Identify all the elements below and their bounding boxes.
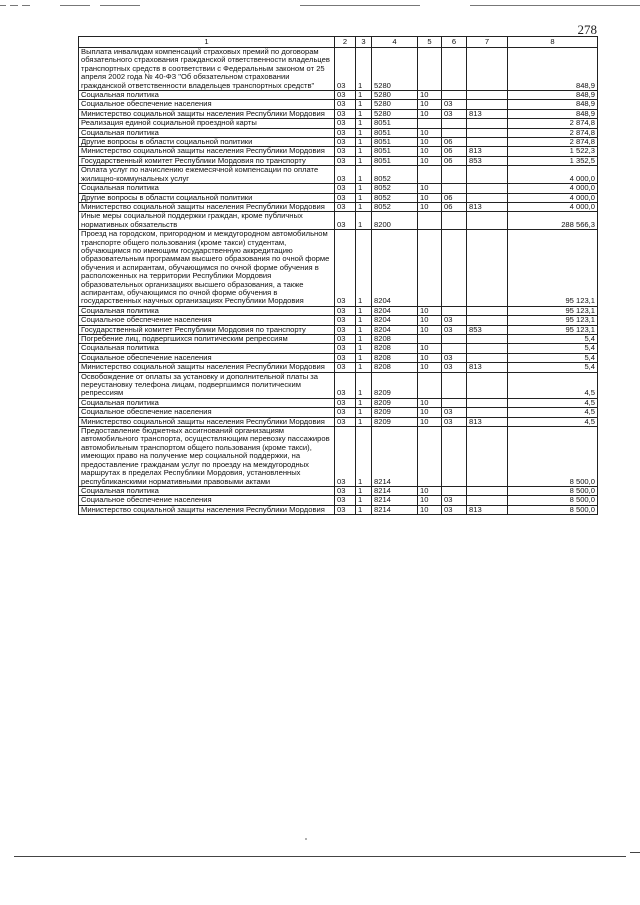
code-cell: 8052 — [372, 193, 418, 202]
item-name: Предоставление бюджетных ассигнований организациям автомобильного транспорта, осуществляющим перевозку пассажиров автомобильным транспортом общего пользования (кроме такси), имеющих право на получение мер социальной поддержки, на предоставление гражданам услуг по проезду на междугородных маршрутах в пределах Республики Мордовия, установленных республиканскими нормативными правовыми актами — [79, 427, 335, 487]
scan-bottom-rule-edge — [630, 852, 640, 853]
code-cell: 03 — [335, 417, 356, 426]
code-cell: 03 — [335, 363, 356, 372]
column-header: 5 — [418, 37, 442, 48]
code-cell — [442, 306, 467, 315]
code-cell — [442, 166, 467, 184]
code-cell: 5280 — [372, 48, 418, 91]
amount-cell: 4 000,0 — [508, 193, 598, 202]
amount-cell: 4,5 — [508, 417, 598, 426]
code-cell — [418, 212, 442, 230]
code-cell — [442, 48, 467, 91]
code-cell: 03 — [335, 344, 356, 353]
code-cell: 03 — [335, 156, 356, 165]
code-cell — [467, 91, 508, 100]
code-cell: 8208 — [372, 353, 418, 362]
table-row — [79, 363, 598, 372]
code-cell — [418, 119, 442, 128]
code-cell: 03 — [442, 363, 467, 372]
table-row — [79, 316, 598, 325]
amount-cell: 4,5 — [508, 372, 598, 398]
code-cell — [442, 427, 467, 487]
table-row — [79, 100, 598, 109]
code-cell — [467, 496, 508, 505]
code-cell — [467, 128, 508, 137]
code-cell — [467, 486, 508, 495]
table-row — [79, 306, 598, 315]
item-name: Социальное обеспечение населения — [79, 316, 335, 325]
code-cell: 8208 — [372, 335, 418, 344]
code-cell — [467, 166, 508, 184]
code-cell: 5280 — [372, 109, 418, 118]
code-cell: 8051 — [372, 147, 418, 156]
code-cell: 813 — [467, 147, 508, 156]
code-cell: 1 — [356, 363, 372, 372]
amount-cell: 8 500,0 — [508, 486, 598, 495]
amount-cell: 848,9 — [508, 109, 598, 118]
item-name: Министерство социальной защиты населения Республики Мордовия — [79, 202, 335, 211]
item-name: Социальное обеспечение населения — [79, 353, 335, 362]
code-cell: 10 — [418, 353, 442, 362]
amount-cell: 5,4 — [508, 335, 598, 344]
code-cell: 10 — [418, 156, 442, 165]
code-cell: 1 — [356, 335, 372, 344]
code-cell: 8204 — [372, 230, 418, 307]
code-cell: 1 — [356, 128, 372, 137]
code-cell: 03 — [442, 316, 467, 325]
amount-cell: 5,4 — [508, 353, 598, 362]
code-cell: 1 — [356, 91, 372, 100]
code-cell: 1 — [356, 119, 372, 128]
code-cell: 10 — [418, 202, 442, 211]
code-cell: 813 — [467, 363, 508, 372]
code-cell — [418, 427, 442, 487]
code-cell: 8051 — [372, 138, 418, 147]
table-row — [79, 496, 598, 505]
amount-cell: 8 500,0 — [508, 427, 598, 487]
amount-cell: 4,5 — [508, 398, 598, 407]
code-cell: 1 — [356, 109, 372, 118]
code-cell: 8209 — [372, 408, 418, 417]
item-name: Социальная политика — [79, 91, 335, 100]
code-cell: 10 — [418, 306, 442, 315]
item-name: Реализация единой социальной проездной карты — [79, 119, 335, 128]
table-row — [79, 138, 598, 147]
code-cell: 1 — [356, 316, 372, 325]
code-cell: 8051 — [372, 119, 418, 128]
code-cell: 8208 — [372, 344, 418, 353]
scan-speck — [305, 838, 307, 840]
table-row — [79, 344, 598, 353]
code-cell — [467, 48, 508, 91]
code-cell: 1 — [356, 372, 372, 398]
amount-cell: 1 522,3 — [508, 147, 598, 156]
code-cell: 1 — [356, 48, 372, 91]
amount-cell: 848,9 — [508, 100, 598, 109]
code-cell: 03 — [335, 138, 356, 147]
code-cell: 03 — [335, 316, 356, 325]
code-cell — [442, 335, 467, 344]
table-row — [79, 202, 598, 211]
code-cell: 03 — [442, 325, 467, 334]
table-row — [79, 119, 598, 128]
item-name: Социальная политика — [79, 486, 335, 495]
amount-cell: 95 123,1 — [508, 306, 598, 315]
code-cell: 10 — [418, 486, 442, 495]
code-cell: 1 — [356, 398, 372, 407]
table-row — [79, 353, 598, 362]
item-name: Государственный комитет Республики Мордовия по транспорту — [79, 325, 335, 334]
table-row — [79, 48, 598, 91]
item-name: Социальное обеспечение населения — [79, 100, 335, 109]
code-cell: 8214 — [372, 496, 418, 505]
code-cell: 03 — [335, 353, 356, 362]
table-row — [79, 230, 598, 307]
amount-cell: 2 874,8 — [508, 119, 598, 128]
table-row — [79, 408, 598, 417]
code-cell: 03 — [335, 119, 356, 128]
item-name: Министерство социальной защиты населения Республики Мордовия — [79, 505, 335, 514]
column-header: 2 — [335, 37, 356, 48]
table-row — [79, 325, 598, 334]
amount-cell: 8 500,0 — [508, 496, 598, 505]
table-row — [79, 212, 598, 230]
item-name: Социальное обеспечение населения — [79, 408, 335, 417]
table-row — [79, 166, 598, 184]
code-cell: 10 — [418, 363, 442, 372]
code-cell: 813 — [467, 109, 508, 118]
code-cell: 1 — [356, 184, 372, 193]
column-header: 1 — [79, 37, 335, 48]
code-cell: 03 — [335, 48, 356, 91]
code-cell: 1 — [356, 156, 372, 165]
code-cell: 8051 — [372, 128, 418, 137]
amount-cell: 4 000,0 — [508, 166, 598, 184]
code-cell: 813 — [467, 417, 508, 426]
code-cell: 03 — [335, 109, 356, 118]
code-cell: 1 — [356, 408, 372, 417]
code-cell — [442, 119, 467, 128]
code-cell: 06 — [442, 202, 467, 211]
code-cell: 1 — [356, 193, 372, 202]
code-cell: 10 — [418, 193, 442, 202]
code-cell — [442, 128, 467, 137]
code-cell: 10 — [418, 398, 442, 407]
code-cell: 03 — [335, 372, 356, 398]
code-cell: 06 — [442, 156, 467, 165]
code-cell: 1 — [356, 138, 372, 147]
item-name: Иные меры социальной поддержки граждан, кроме публичных нормативных обязательств — [79, 212, 335, 230]
item-name: Другие вопросы в области социальной политики — [79, 193, 335, 202]
code-cell: 03 — [335, 306, 356, 315]
table-row — [79, 91, 598, 100]
code-cell — [442, 344, 467, 353]
code-cell — [467, 193, 508, 202]
item-name: Министерство социальной защиты населения Республики Мордовия — [79, 109, 335, 118]
code-cell: 10 — [418, 325, 442, 334]
code-cell: 1 — [356, 417, 372, 426]
code-cell: 10 — [418, 100, 442, 109]
item-name: Погребение лиц, подвергшихся политическим репрессиям — [79, 335, 335, 344]
amount-cell: 95 123,1 — [508, 325, 598, 334]
code-cell — [467, 230, 508, 307]
code-cell: 8204 — [372, 306, 418, 315]
code-cell: 853 — [467, 325, 508, 334]
code-cell: 03 — [442, 353, 467, 362]
code-cell — [467, 119, 508, 128]
item-name: Социальная политика — [79, 128, 335, 137]
code-cell: 03 — [335, 212, 356, 230]
code-cell: 1 — [356, 486, 372, 495]
table-row — [79, 398, 598, 407]
code-cell — [467, 184, 508, 193]
code-cell: 03 — [335, 193, 356, 202]
scan-bottom-rule — [14, 856, 626, 857]
item-name: Социальная политика — [79, 344, 335, 353]
item-name: Социальная политика — [79, 398, 335, 407]
code-cell — [467, 398, 508, 407]
code-cell — [442, 230, 467, 307]
code-cell: 03 — [335, 496, 356, 505]
code-cell: 8209 — [372, 417, 418, 426]
code-cell: 1 — [356, 306, 372, 315]
code-cell: 10 — [418, 109, 442, 118]
table-row — [79, 184, 598, 193]
code-cell: 06 — [442, 147, 467, 156]
code-cell: 10 — [418, 505, 442, 514]
table-body — [79, 48, 598, 515]
column-header: 4 — [372, 37, 418, 48]
table-row — [79, 417, 598, 426]
page-number: 278 — [577, 22, 597, 37]
code-cell: 03 — [335, 230, 356, 307]
amount-cell: 2 874,8 — [508, 128, 598, 137]
code-cell — [442, 372, 467, 398]
code-cell: 03 — [442, 408, 467, 417]
column-header: 7 — [467, 37, 508, 48]
code-cell: 03 — [442, 417, 467, 426]
code-cell: 03 — [335, 147, 356, 156]
code-cell: 03 — [335, 166, 356, 184]
item-name: Государственный комитет Республики Мордовия по транспорту — [79, 156, 335, 165]
amount-cell: 848,9 — [508, 48, 598, 91]
code-cell: 03 — [335, 202, 356, 211]
code-cell: 03 — [335, 408, 356, 417]
code-cell: 03 — [335, 91, 356, 100]
code-cell: 1 — [356, 353, 372, 362]
amount-cell: 2 874,8 — [508, 138, 598, 147]
item-name: Оплата услуг по начислению ежемесячной компенсации по оплате жилищно-коммунальных услуг — [79, 166, 335, 184]
amount-cell: 848,9 — [508, 91, 598, 100]
code-cell: 1 — [356, 325, 372, 334]
item-name: Другие вопросы в области социальной политики — [79, 138, 335, 147]
amount-cell: 5,4 — [508, 344, 598, 353]
amount-cell: 288 566,3 — [508, 212, 598, 230]
code-cell: 03 — [335, 505, 356, 514]
code-cell: 8209 — [372, 372, 418, 398]
item-name: Проезд на городском, пригородном и междугородном автомобильном транспорте общего пользования (кроме такси) студентам, обучающимся по имеющим государственную аккредитацию образовательным программам высшего образования по очной форме обучения и аспирантам, обучающимся по очной форме обучения в расположенных на территории Республики Мордовия образовательных организациях высшего образования, а также аспирантам, обучающимся по очной форме обучения в государственных научных организациях Республики Мордовия — [79, 230, 335, 307]
code-cell: 03 — [335, 325, 356, 334]
code-cell — [418, 166, 442, 184]
amount-cell: 95 123,1 — [508, 316, 598, 325]
code-cell: 06 — [442, 193, 467, 202]
code-cell — [418, 372, 442, 398]
table-row — [79, 109, 598, 118]
code-cell — [467, 212, 508, 230]
code-cell: 1 — [356, 202, 372, 211]
code-cell: 8208 — [372, 363, 418, 372]
item-name: Выплата инвалидам компенсаций страховых премий по договорам обязательного страхования гражданской ответственности владельцев транспортных средств в соответствии с Федеральным законом от 25 апреля 2002 года № 40-ФЗ "Об обязательном страховании гражданской ответственности владельцев транспортных средств" — [79, 48, 335, 91]
code-cell — [467, 372, 508, 398]
code-cell: 03 — [442, 496, 467, 505]
code-cell: 10 — [418, 138, 442, 147]
table-row — [79, 193, 598, 202]
code-cell: 03 — [442, 109, 467, 118]
item-name: Министерство социальной защиты населения Республики Мордовия — [79, 363, 335, 372]
table-row — [79, 156, 598, 165]
code-cell: 10 — [418, 128, 442, 137]
code-cell — [418, 335, 442, 344]
code-cell: 1 — [356, 100, 372, 109]
code-cell: 03 — [335, 398, 356, 407]
code-cell — [442, 486, 467, 495]
item-name: Социальная политика — [79, 306, 335, 315]
code-cell: 10 — [418, 417, 442, 426]
code-cell: 8051 — [372, 156, 418, 165]
code-cell — [467, 100, 508, 109]
code-cell — [467, 344, 508, 353]
code-cell — [418, 48, 442, 91]
code-cell: 8209 — [372, 398, 418, 407]
code-cell — [467, 316, 508, 325]
amount-cell: 5,4 — [508, 363, 598, 372]
code-cell: 1 — [356, 496, 372, 505]
item-name: Социальная политика — [79, 184, 335, 193]
code-cell: 03 — [442, 505, 467, 514]
code-cell — [467, 306, 508, 315]
code-cell: 03 — [335, 486, 356, 495]
code-cell: 10 — [418, 91, 442, 100]
code-cell: 10 — [418, 147, 442, 156]
code-cell: 8200 — [372, 212, 418, 230]
code-cell: 1 — [356, 230, 372, 307]
code-cell — [418, 230, 442, 307]
code-cell: 10 — [418, 408, 442, 417]
code-cell: 06 — [442, 138, 467, 147]
code-cell — [467, 138, 508, 147]
amount-cell: 4 000,0 — [508, 202, 598, 211]
code-cell: 8204 — [372, 316, 418, 325]
code-cell: 5280 — [372, 100, 418, 109]
table-row — [79, 372, 598, 398]
code-cell: 8214 — [372, 486, 418, 495]
code-cell: 03 — [335, 335, 356, 344]
code-cell: 1 — [356, 166, 372, 184]
code-cell: 1 — [356, 212, 372, 230]
amount-cell: 4,5 — [508, 408, 598, 417]
code-cell: 03 — [335, 427, 356, 487]
code-cell — [467, 408, 508, 417]
code-cell: 853 — [467, 156, 508, 165]
table-row — [79, 486, 598, 495]
item-name: Министерство социальной защиты населения Республики Мордовия — [79, 417, 335, 426]
code-cell: 8214 — [372, 505, 418, 514]
code-cell: 813 — [467, 505, 508, 514]
amount-cell: 95 123,1 — [508, 230, 598, 307]
amount-cell: 8 500,0 — [508, 505, 598, 514]
code-cell: 1 — [356, 505, 372, 514]
column-header: 6 — [442, 37, 467, 48]
item-name: Социальное обеспечение населения — [79, 496, 335, 505]
amount-cell: 4 000,0 — [508, 184, 598, 193]
code-cell: 1 — [356, 427, 372, 487]
header-row — [79, 37, 598, 48]
code-cell: 03 — [335, 184, 356, 193]
code-cell — [442, 184, 467, 193]
code-cell: 03 — [335, 100, 356, 109]
code-cell: 10 — [418, 316, 442, 325]
item-name: Освобождение от оплаты за установку и дополнительной платы за переустановку телефона лицам, подвергшимся политическим репрессиям — [79, 372, 335, 398]
code-cell: 10 — [418, 184, 442, 193]
code-cell: 8214 — [372, 427, 418, 487]
code-cell: 8052 — [372, 166, 418, 184]
code-cell — [467, 335, 508, 344]
amount-cell: 1 352,5 — [508, 156, 598, 165]
budget-table — [78, 36, 598, 515]
code-cell — [442, 212, 467, 230]
scan-top-rule — [0, 5, 640, 7]
code-cell: 8204 — [372, 325, 418, 334]
code-cell: 10 — [418, 496, 442, 505]
code-cell — [442, 398, 467, 407]
table-row — [79, 147, 598, 156]
table-row — [79, 128, 598, 137]
column-header: 8 — [508, 37, 598, 48]
code-cell: 8052 — [372, 202, 418, 211]
table-row — [79, 505, 598, 514]
table-row — [79, 427, 598, 487]
code-cell: 1 — [356, 344, 372, 353]
code-cell — [467, 427, 508, 487]
code-cell — [467, 353, 508, 362]
code-cell: 03 — [442, 100, 467, 109]
code-cell: 813 — [467, 202, 508, 211]
column-header: 3 — [356, 37, 372, 48]
code-cell: 1 — [356, 147, 372, 156]
item-name: Министерство социальной защиты населения Республики Мордовия — [79, 147, 335, 156]
code-cell: 8052 — [372, 184, 418, 193]
table-row — [79, 335, 598, 344]
code-cell — [442, 91, 467, 100]
code-cell: 03 — [335, 128, 356, 137]
code-cell: 5280 — [372, 91, 418, 100]
code-cell: 10 — [418, 344, 442, 353]
